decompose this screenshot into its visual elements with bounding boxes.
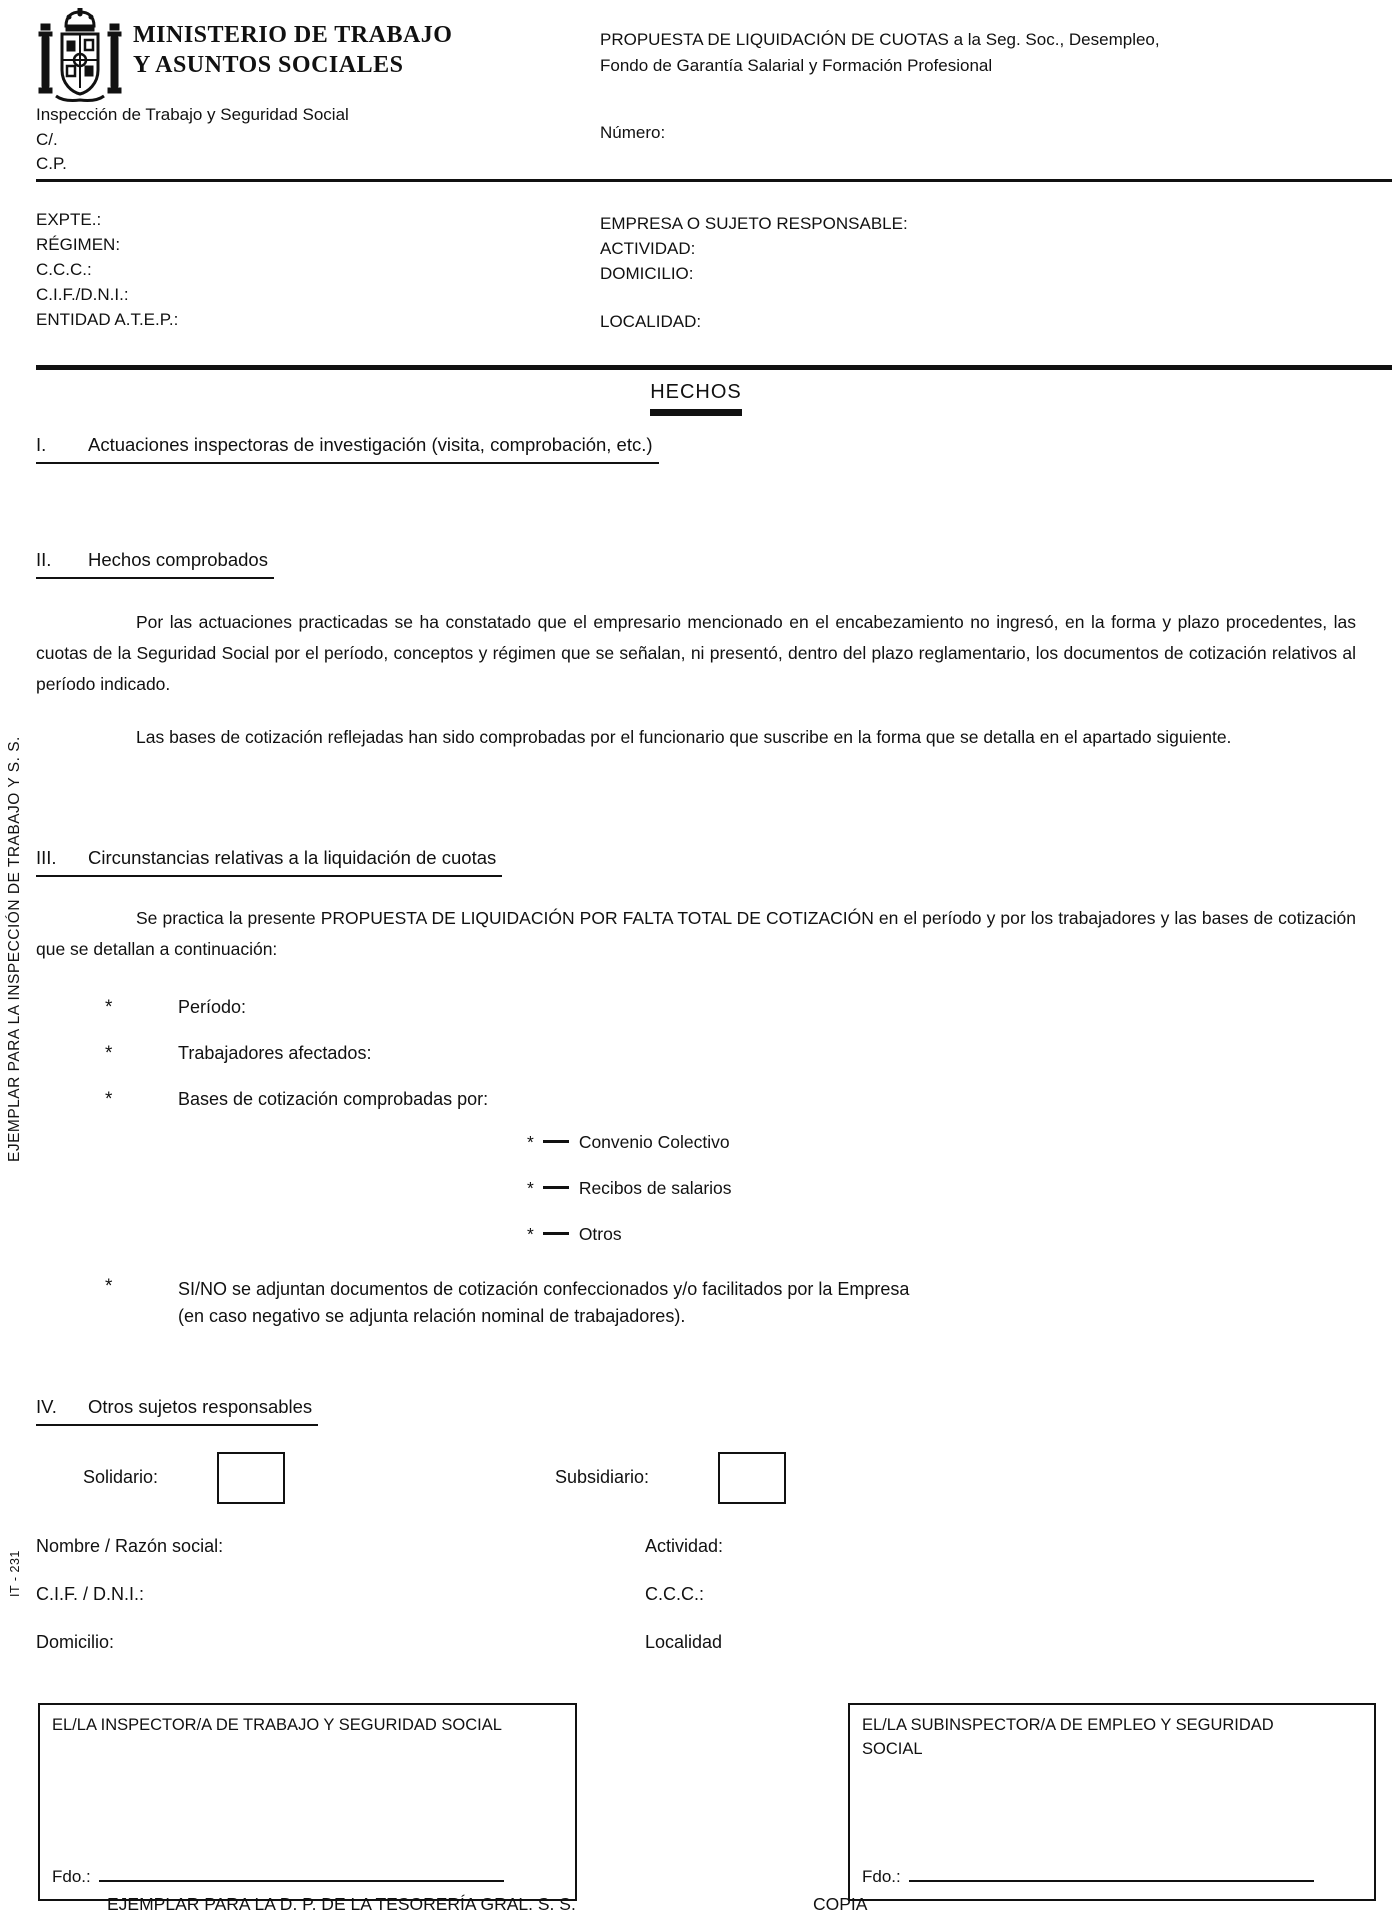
bullet-marker-sino: *	[105, 1276, 113, 1297]
hechos-heading-text: HECHOS	[650, 381, 742, 403]
section-4-title: Otros sujetos responsables	[88, 1396, 313, 1417]
subsidiario-checkbox[interactable]	[718, 1452, 786, 1504]
cif-dni2-field-label: C.I.F. / D.N.I.:	[36, 1584, 145, 1604]
bullet-marker-trabajadores: *	[105, 1043, 113, 1064]
bases-field-label: Bases de cotización comprobadas por:	[178, 1089, 489, 1109]
section-3-heading	[36, 847, 502, 877]
section-1-title: Actuaciones inspectoras de investigación (visita, comprobación, etc.)	[88, 434, 653, 455]
subbullet-marker: *	[527, 1224, 534, 1244]
subbullet-recibos	[527, 1178, 732, 1199]
domicilio-field-label: DOMICILIO:	[600, 264, 694, 283]
subinspector-fdo-label: Fdo.:	[862, 1867, 901, 1886]
sino-note-line1: SI/NO se adjuntan documentos de cotización confeccionados y/o facilitados por la Empresa	[178, 1279, 910, 1299]
section-divider	[36, 365, 1392, 370]
side-copy-label: EJEMPLAR PARA LA INSPECCIÓN DE TRABAJO Y S. S.	[6, 736, 23, 1162]
hechos-heading	[650, 381, 742, 416]
expte-field-label: EXPTE.:	[36, 210, 102, 229]
subinspector-signature-line[interactable]	[909, 1863, 1314, 1882]
section-3-number: III.	[36, 847, 57, 868]
solidario-field-label: Solidario:	[83, 1467, 159, 1487]
number-field-label: Número:	[600, 123, 666, 142]
footer-copia-label: COPIA	[813, 1894, 868, 1914]
entidad-atep-field-label: ENTIDAD A.T.E.P.:	[36, 310, 179, 329]
fill-line-icon[interactable]	[543, 1186, 569, 1189]
inspector-signature-title: EL/LA INSPECTOR/A DE TRABAJO Y SEGURIDAD SOCIAL	[52, 1716, 502, 1734]
sino-attachment-note	[178, 1276, 1138, 1330]
subsidiario-field-label: Subsidiario:	[555, 1467, 650, 1487]
section-4-number: IV.	[36, 1396, 57, 1417]
inspector-fdo-row	[52, 1863, 504, 1887]
section-3-title: Circunstancias relativas a la liquidación de cuotas	[88, 847, 497, 868]
section-2-heading	[36, 549, 274, 579]
hechos-heading-wrap	[0, 381, 1392, 416]
otros-option-label: Otros	[578, 1224, 622, 1244]
section-1-number: I.	[36, 434, 47, 455]
hechos-underline	[650, 409, 742, 416]
street-field-label: C/.	[36, 130, 58, 149]
trabajadores-field-label: Trabajadores afectados:	[178, 1043, 372, 1063]
inspector-signature-box	[38, 1703, 577, 1901]
subinspector-signature-box	[848, 1703, 1376, 1901]
sino-note-line2: (en caso negativo se adjunta relación nominal de trabajadores).	[178, 1306, 686, 1326]
subinspector-signature-title: EL/LA SUBINSPECTOR/A DE EMPLEO Y SEGURIDAD SOCIAL	[862, 1716, 1274, 1758]
cif-dni-field-label: C.I.F./D.N.I.:	[36, 285, 129, 304]
header-divider	[36, 179, 1392, 182]
fill-line-icon[interactable]	[543, 1232, 569, 1235]
subbullet-marker: *	[527, 1132, 534, 1152]
nombre-razon-field-label: Nombre / Razón social:	[36, 1536, 224, 1556]
convenio-colectivo-option-label: Convenio Colectivo	[578, 1132, 730, 1152]
bullet-marker-bases: *	[105, 1089, 113, 1110]
regimen-field-label: RÉGIMEN:	[36, 235, 121, 254]
subbullet-convenio	[527, 1132, 730, 1153]
subinspector-fdo-row	[862, 1863, 1314, 1887]
ministry-name	[133, 20, 452, 80]
footer-copy-destination: EJEMPLAR PARA LA D. P. DE LA TESORERÍA GRAL. S. S.	[107, 1894, 576, 1914]
recibos-salarios-option-label: Recibos de salarios	[578, 1178, 732, 1198]
doc-title-line1: PROPUESTA DE LIQUIDACIÓN DE CUOTAS a la Seg. Soc., Desempleo,	[600, 30, 1160, 49]
domicilio2-field-label: Domicilio:	[36, 1632, 115, 1652]
inspector-fdo-label: Fdo.:	[52, 1867, 91, 1886]
localidad2-field-label: Localidad	[645, 1632, 723, 1652]
bullet-marker-periodo: *	[105, 997, 113, 1018]
actividad-field-label: ACTIVIDAD:	[600, 239, 696, 258]
section-2-title: Hechos comprobados	[88, 549, 268, 570]
actividad2-field-label: Actividad:	[645, 1536, 724, 1556]
section-2-number: II.	[36, 549, 52, 570]
facts-paragraph-2: Las bases de cotización reflejadas han sido comprobadas por el funcionario que suscribe en la forma que se detalla en el apartado siguiente.	[136, 727, 1232, 747]
periodo-field-label: Período:	[178, 997, 247, 1017]
liquidation-paragraph: Se practica la presente PROPUESTA DE LIQUIDACIÓN POR FALTA TOTAL DE COTIZACIÓN en el período y por los trabajadores y las bases de cotización que se detallan a continuación:	[36, 908, 1356, 959]
solidario-checkbox[interactable]	[217, 1452, 285, 1504]
subbullet-otros	[527, 1224, 622, 1245]
ministry-name-line2: Y ASUNTOS SOCIALES	[133, 52, 404, 78]
fill-line-icon[interactable]	[543, 1140, 569, 1143]
facts-paragraph-1: Por las actuaciones practicadas se ha constatado que el empresario mencionado en el encabezamiento no ingresó, en la forma y plazo procedentes, las cuotas de la Seguridad Social por el período, conceptos y régimen que se señalan, ni presentó, dentro del plazo reglamentario, los documentos de cotización relativos al período indicado.	[36, 612, 1356, 694]
form-code-label: IT - 231	[8, 1550, 22, 1597]
postal-code-field-label: C.P.	[36, 154, 67, 173]
ccc2-field-label: C.C.C.:	[645, 1584, 705, 1604]
ccc-field-label: C.C.C.:	[36, 260, 92, 279]
spain-coat-of-arms-icon	[36, 8, 124, 108]
empresa-field-label: EMPRESA O SUJETO RESPONSABLE:	[600, 214, 908, 233]
doc-title-line2: Fondo de Garantía Salarial y Formación Profesional	[600, 56, 993, 75]
subbullet-marker: *	[527, 1178, 534, 1198]
localidad-field-label: LOCALIDAD:	[600, 312, 702, 331]
inspector-signature-line[interactable]	[99, 1863, 504, 1882]
section-1-heading	[36, 434, 659, 464]
ministry-name-line1: MINISTERIO DE TRABAJO	[133, 22, 453, 48]
inspection-org-label: Inspección de Trabajo y Seguridad Social	[36, 105, 349, 124]
section-4-heading	[36, 1396, 318, 1426]
